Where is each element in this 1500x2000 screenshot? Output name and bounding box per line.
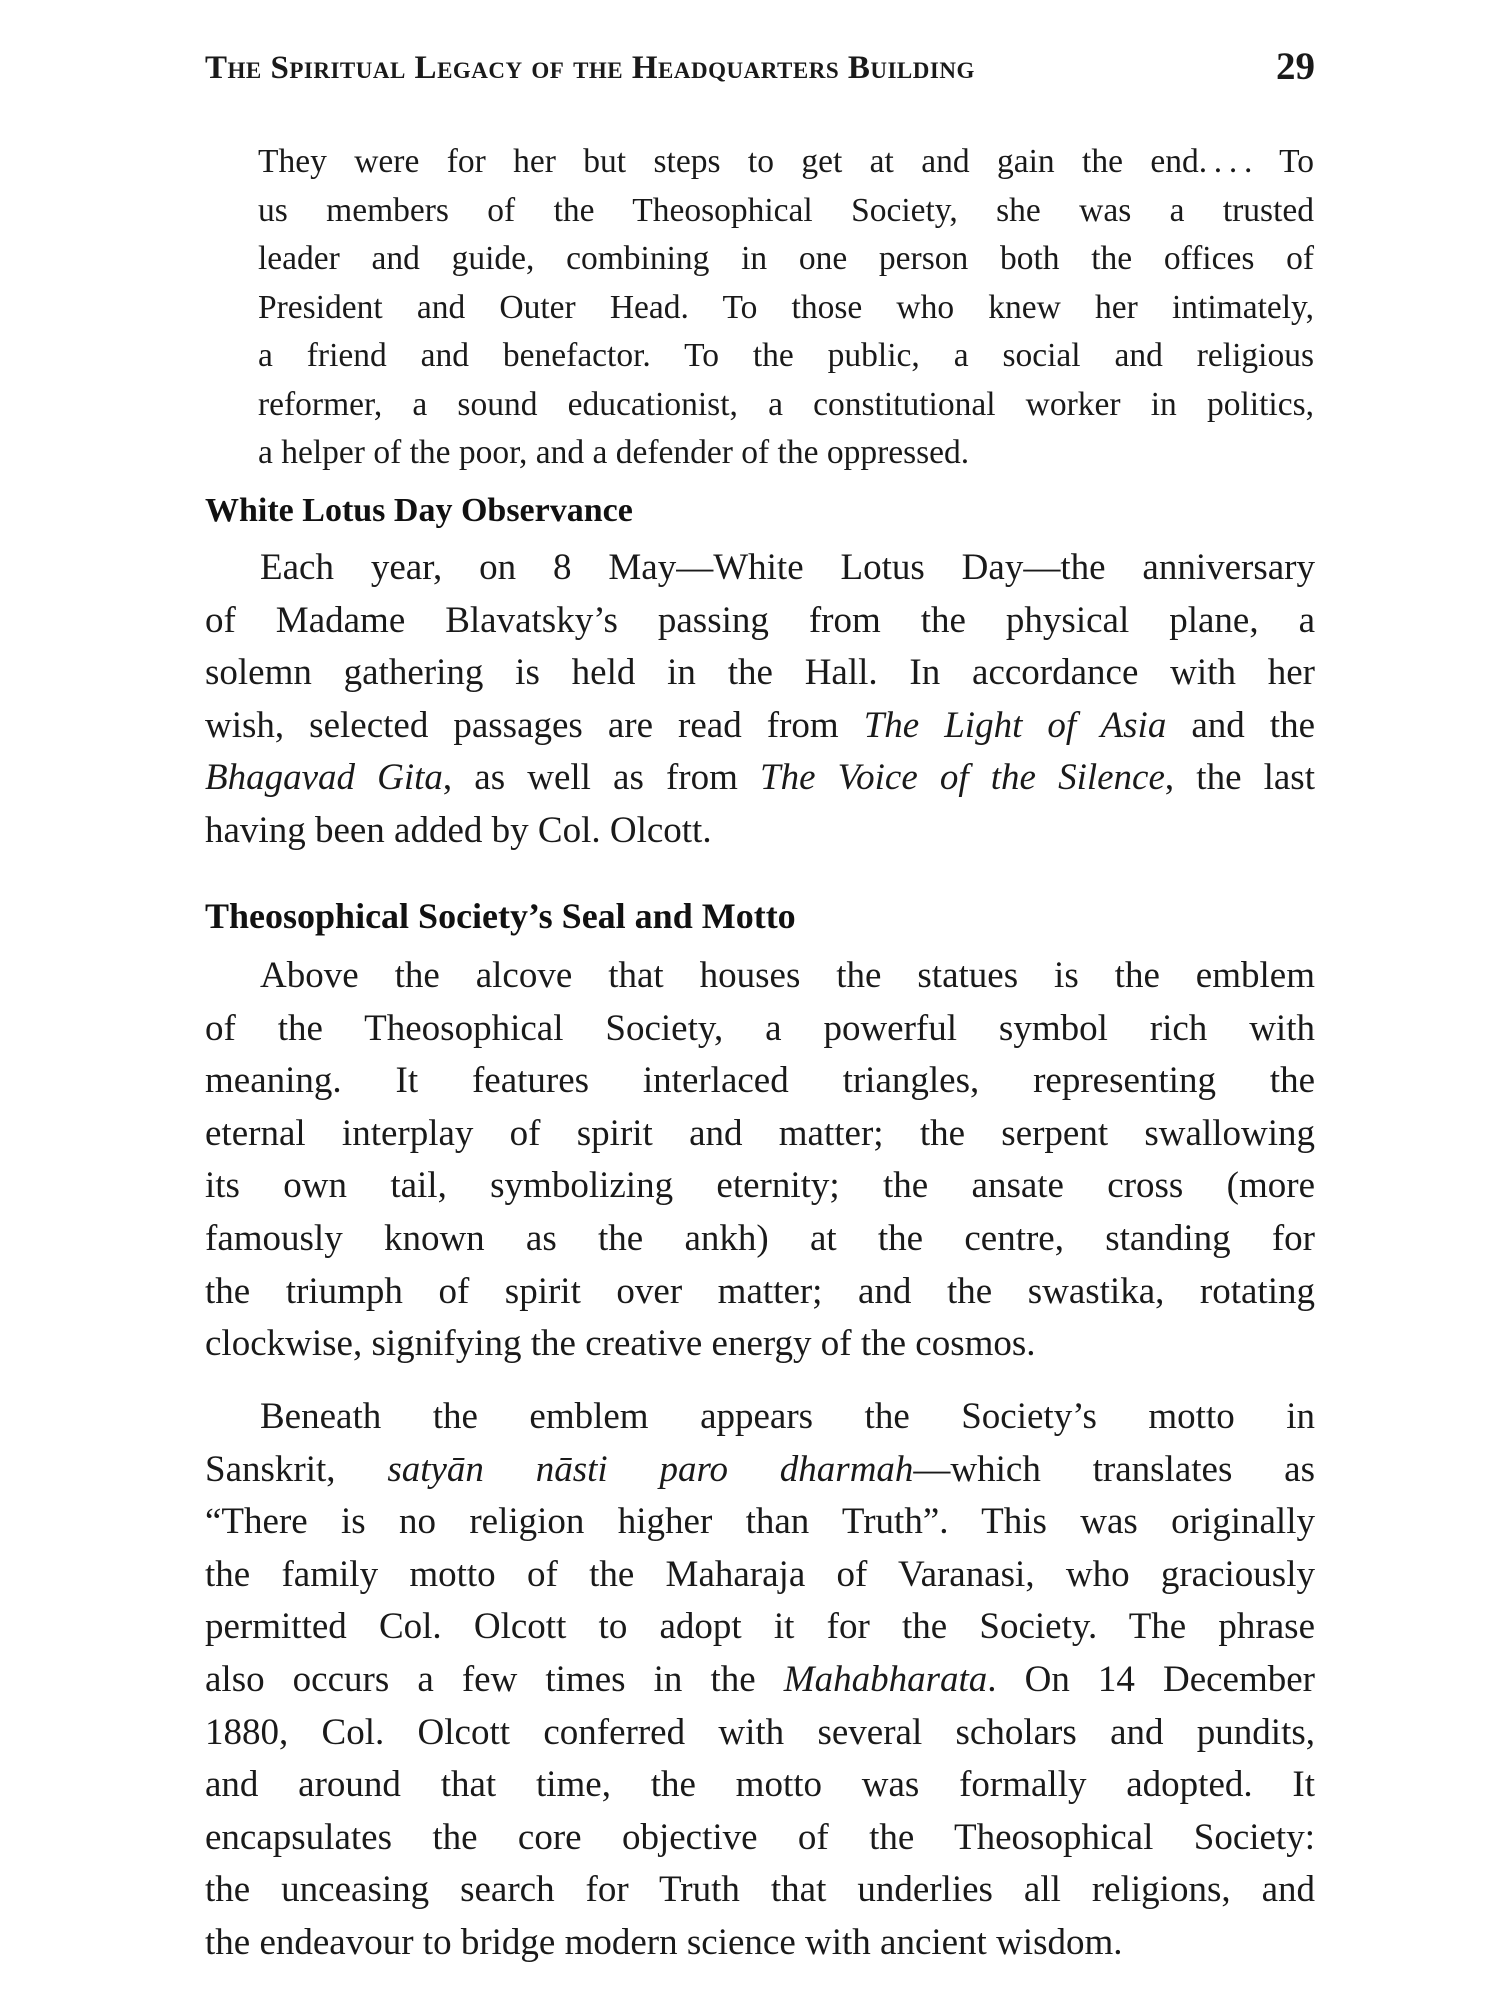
paragraph-line: encapsulates the core objective of the Theosophical Society:: [205, 1816, 1315, 1858]
paragraph-line: Above the alcove that houses the statues is the emblem: [260, 955, 1315, 996]
section-heading-white-lotus-day: White Lotus Day Observance: [205, 492, 633, 529]
paragraph-line: the triumph of spirit over matter; and the swastika, rotating: [205, 1270, 1315, 1312]
text-run: wish, selected passages are read from: [205, 704, 864, 746]
paragraph-line: permitted Col. Olcott to adopt it for the Society. The phrase: [205, 1606, 1315, 1648]
sanskrit-motto: satyān nāsti paro dharmah: [387, 1448, 914, 1490]
section-heading-seal-and-motto: Theosophical Society’s Seal and Motto: [205, 896, 796, 936]
seal-paragraph: [205, 950, 1315, 1371]
text-run: , the last: [1164, 757, 1315, 799]
paragraph-line: the unceasing search for Truth that underlies all religions, and: [205, 1869, 1315, 1911]
page-number: 29: [1276, 45, 1315, 88]
paragraph-line: eternal interplay of spirit and matter; the serpent swallowing: [205, 1112, 1315, 1154]
paragraph-line: [205, 752, 1315, 805]
paragraph-line: the endeavour to bridge modern science with ancient wisdom.: [205, 1921, 1123, 1963]
motto-paragraph: [205, 1391, 1315, 1970]
quote-line: reformer, a sound educationist, a constitutional worker in politics,: [258, 385, 1314, 423]
white-lotus-paragraph: [205, 542, 1315, 858]
paragraph-line: “There is no religion higher than Truth”. This was originally: [205, 1501, 1315, 1543]
block-quote: [258, 138, 1314, 478]
paragraph-line: 1880, Col. Olcott conferred with several scholars and pundits,: [205, 1711, 1315, 1753]
quote-line: a friend and benefactor. To the public, a social and religious: [258, 337, 1314, 374]
paragraph-line: Beneath the emblem appears the Society’s motto in: [260, 1396, 1315, 1437]
quote-line: us members of the Theosophical Society, she was a trusted: [258, 191, 1314, 229]
paragraph-line: solemn gathering is held in the Hall. In accordance with her: [205, 652, 1315, 694]
quote-line: They were for her but steps to get at and gain the end. . . . To: [258, 143, 1314, 180]
paragraph-line: [205, 700, 1315, 753]
paragraph-line: Each year, on 8 May—White Lotus Day—the anniversary: [260, 547, 1315, 588]
text-run: , as well as from: [442, 757, 761, 799]
paragraph-line: having been added by Col. Olcott.: [205, 809, 712, 851]
text-run: . On 14 December: [987, 1658, 1315, 1700]
quote-line: a helper of the poor, and a defender of the oppressed.: [258, 434, 970, 471]
book-title-light-of-asia: The Light of Asia: [863, 704, 1167, 746]
text-run: also occurs a few times in the: [205, 1658, 784, 1700]
paragraph-line: of Madame Blavatsky’s passing from the physical plane, a: [205, 599, 1315, 641]
paragraph-line: meaning. It features interlaced triangles, representing the: [205, 1060, 1315, 1102]
quote-line: President and Outer Head. To those who knew her intimately,: [258, 288, 1314, 326]
book-title-bhagavad-gita: Bhagavad Gita: [205, 757, 443, 799]
running-title: The Spiritual Legacy of the Headquarters Building: [205, 50, 975, 86]
paragraph-line: of the Theosophical Society, a powerful symbol rich with: [205, 1007, 1315, 1049]
paragraph-line: [205, 1654, 1315, 1707]
text-run: —which translates as: [913, 1448, 1315, 1490]
paragraph-line: famously known as the ankh) at the centre, standing for: [205, 1217, 1315, 1259]
book-title-mahabharata: Mahabharata: [783, 1658, 988, 1700]
paragraph-line: the family motto of the Maharaja of Varanasi, who graciously: [205, 1553, 1315, 1595]
paragraph-line: [205, 1444, 1315, 1497]
paragraph-line: clockwise, signifying the creative energy of the cosmos.: [205, 1323, 1036, 1365]
book-title-voice-of-silence: The Voice of the Silence: [760, 757, 1165, 799]
running-header: [205, 44, 1315, 92]
paragraph-line: its own tail, symbolizing eternity; the ansate cross (more: [205, 1165, 1315, 1207]
paragraph-line: and around that time, the motto was formally adopted. It: [205, 1764, 1315, 1806]
text-run: Sanskrit,: [205, 1448, 388, 1490]
text-run: and the: [1166, 704, 1316, 746]
quote-line: leader and guide, combining in one person both the offices of: [258, 240, 1314, 277]
